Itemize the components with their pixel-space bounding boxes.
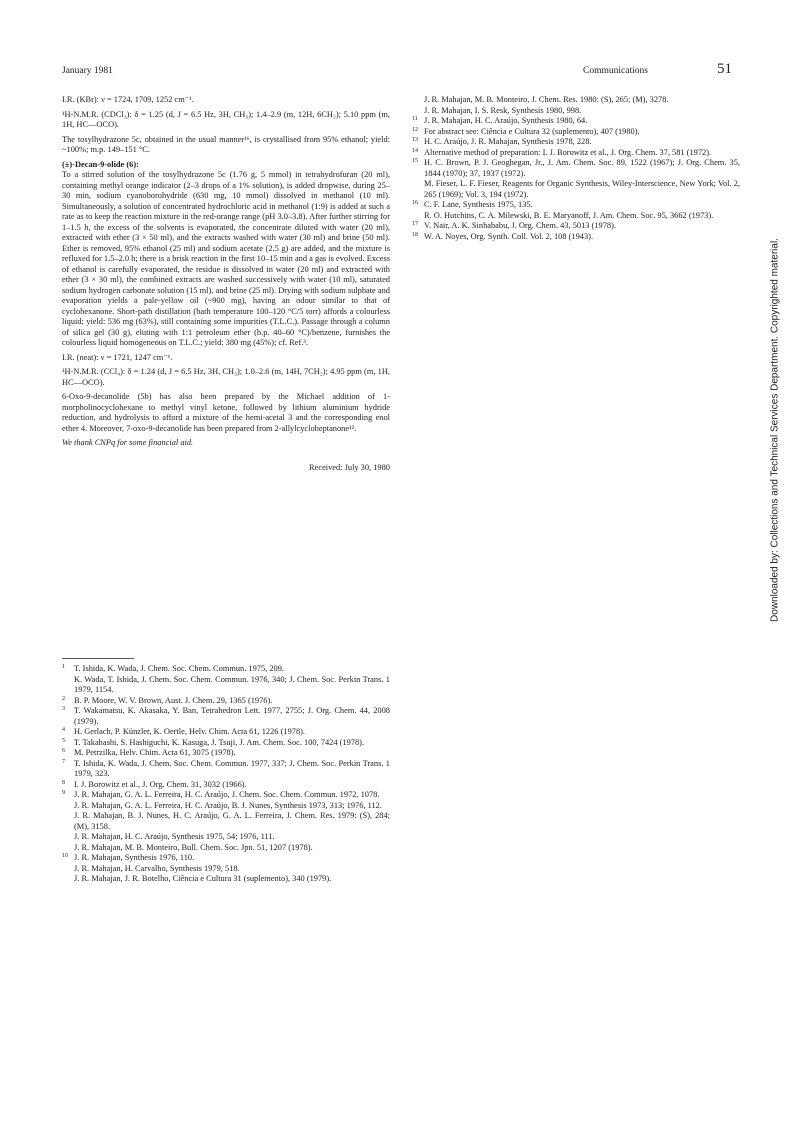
reference-citation: H. C. Araújo, J. R. Mahajan, Synthesis 1978, 228. <box>424 137 592 146</box>
reference-citation: J. R. Mahajan, H. C. Araújo, Synthesis 1980, 64. <box>424 116 588 125</box>
reference-item <box>62 738 390 749</box>
tosylhydrazone-paragraph: The tosylhydrazone 5c, obtained in the usual manner¹⁶, is crystallised from 95% ethanol; yield: ~100%; m.p. 149–151 °C. <box>62 134 390 154</box>
reference-citation: J. R. Mahajan, B. J. Nunes, H. C. Araújo, G. A. L. Ferreira, J. Chem. Res. 1979: (S), 284; (M), 3158. <box>74 811 390 831</box>
reference-citation: H. C. Brown, P. J. Geoghegan, Jr., J. Am. Chem. Soc. 89, 1522 (1967); J. Org. Chem. 35, 1844 (1970); 37, 1937 (1972). <box>424 158 740 178</box>
reference-number: 6 <box>62 748 65 754</box>
reference-number: 5 <box>62 737 65 744</box>
page-number: 51 <box>717 61 732 77</box>
reference-number: 8 <box>62 779 65 786</box>
reference-citation: J. R. Mahajan, M. B. Monteiro, J. Chem. Res. 1980: (S), 265; (M), 3278. <box>424 95 669 104</box>
reference-citation: J. R. Mahajan, I. S. Resk, Synthesis 1980, 998. <box>424 105 582 115</box>
reference-number: 17 <box>412 221 418 227</box>
download-notice <box>768 150 782 710</box>
reference-number: 3 <box>62 706 65 712</box>
reference-number: 13 <box>412 137 418 143</box>
reference-citation: K. Wada, T. Ishida, J. Chem. Soc. Chem. Commun. 1976, 340; J. Chem. Soc. Perkin Trans. 1 1979, 1154. <box>74 674 390 694</box>
ir-kbr-paragraph: I.R. (KBr): ν = 1724, 1709, 1252 cm⁻¹. <box>62 95 194 104</box>
nmr-ccl4-paragraph: ¹H-N.M.R. (CCl₄): δ = 1.24 (d, J = 6.5 Hz, 3H, CH₃); 1.0–2.6 (m, 14H, 7CH₂); 4.95 ppm (m, 1H, HC—OCO). <box>62 367 390 387</box>
reference-citation: J. R. Mahajan, H. Carvalho, Synthesis 1979, 518. <box>74 863 240 873</box>
running-header-date: January 1981 <box>62 66 113 76</box>
reference-citation: J. R. Mahajan, G. A. L. Ferreira, H. C. Araújo, B. J. Nunes, Synthesis 1973, 313; 1976, 112. <box>74 800 382 810</box>
reference-item <box>412 232 740 243</box>
reference-number: 1 <box>62 664 65 670</box>
reference-item <box>412 221 740 232</box>
reference-item <box>412 95 740 116</box>
acknowledgement: We thank CNPq for some financial aid. <box>62 438 194 447</box>
download-notice-text: Downloaded by: Collections and Technical Services Department. Copyrighted material. <box>769 238 781 622</box>
ir-neat-paragraph: I.R. (neat): ν = 1721, 1247 cm⁻¹. <box>62 352 173 362</box>
reference-citation: M. Fieser, L. F. Fieser, Reagents for Organic Synthesis, Wiley-Interscience, New York; Vol. 2, 265 (1969); Vol. 3, 194 (1972). <box>424 179 740 199</box>
reference-citation: T. Wakamatsu, K. Akasaka, Y. Ban, Tetrahedron Lett. 1977, 2755; J. Org. Chem. 44, 2008 (1979). <box>74 706 390 726</box>
reference-citation: Alternative method of preparation: I. J. Borowitz et al., J. Org. Chem. 37, 581 (1972). <box>424 147 712 157</box>
reference-citation: W. A. Noyes, Org. Synth. Coll. Vol. 2, 108 (1943). <box>424 231 594 241</box>
procedure-paragraph: To a stirred solution of the tosylhydrazone 5c (1.76 g, 5 mmol) in tetrahydrofuran (20 ml), containing methyl orange indicator (2–3 drops of a 1% solution), is added dropwise, during 25–30 min, sodium cyanoborohydride (630 mg, 10 mmol) dissolved in methanol (10 ml). Simultaneously, a solution of concentrated hydrochloric acid in methanol (1:9) is added at such a rate as to keep the reaction mixture in the red-orange range (pH 3.0–3.8). After further stirring for 1–1.5 h, the excess of the solvents is evaporated, the concentrate diluted with water (20 ml), extracted with ether (3 × 50 ml), and the extracts washed with water (30 ml) and brine (50 ml). Ether is removed, 95% ethanol (25 ml) and sodium acetate (2.5 g) are added, and the mixture is refluxed for 1.5–2.0 h; there is a brisk reaction in the first 10–15 min and a gas is evolved. Excess of ethanol is carefully evaporated, the residue is dissolved in water (20 ml) and extracted with ether (3 × 30 ml), the combined extracts are washed successively with water (10 ml), saturated sodium hydrogen carbonate solution (15 ml), and brine (25 ml). Drying with sodium sulphate and evaporation yields a pale-yellow oil (~900 mg), having an odour similar to that of cyclohexanone. Short-path distillation (bath temperature 100–120 °C/5 torr) affords a colourless liquid; yield: 536 mg (63%), still containing some impurities (T.L.C.). Passage through a column of silica gel (30 g), eluting with 1:1 petroleum ether (b.p. 40–60 °C)/benzene, furnishes the colourless liquid homogeneous on T.L.C.; yield: 380 mg (45%); cf. Ref.³. <box>62 170 390 347</box>
reference-number: 16 <box>412 200 418 206</box>
reference-list-left <box>62 664 390 885</box>
reference-citation: J. R. Mahajan, Synthesis 1976, 110. <box>74 853 195 862</box>
reference-citation: B. P. Moore, W. V. Brown, Aust. J. Chem. 29, 1365 (1976). <box>74 695 273 705</box>
reference-number: 15 <box>412 158 418 164</box>
reference-item <box>412 200 740 221</box>
reference-number: 18 <box>412 231 418 238</box>
reference-item <box>62 664 390 696</box>
reference-item <box>62 727 390 738</box>
reference-number: 12 <box>412 126 418 133</box>
reference-item <box>62 780 390 791</box>
nmr-cdcl3-paragraph: ¹H-N.M.R. (CDCl₃): δ = 1.25 (d, J = 6.5 Hz, 3H, CH₃); 1.4–2.9 (m, 12H, 6CH₂); 5.10 ppm (m, 1H, HC—OCO). <box>62 109 390 129</box>
reference-item <box>412 116 740 127</box>
reference-item <box>62 853 390 885</box>
reference-number: 2 <box>62 695 65 702</box>
reference-citation: For abstract see: Ciência e Cultura 32 (suplemento), 407 (1980). <box>424 126 640 136</box>
reference-item <box>62 706 390 727</box>
running-header-section: Communications <box>583 66 648 76</box>
reference-list-right <box>412 95 740 242</box>
reference-number: 10 <box>62 853 68 859</box>
reference-citation: J. R. Mahajan, G. A. L. Ferreira, H. C. Araújo, J. Chem. Soc. Chem. Commun. 1972, 1078. <box>74 790 380 799</box>
reference-citation: M. Petrzilka, Helv. Chim. Acta 61, 3075 (1978). <box>74 748 236 757</box>
left-column <box>62 95 390 473</box>
reference-citation: T. Ishida, K. Wada, J. Chem. Soc. Chem. Commun. 1977, 337; J. Chem. Soc. Perkin Trans. 1 1979, 323. <box>74 758 390 778</box>
reference-item <box>62 790 390 853</box>
reference-item <box>412 127 740 138</box>
reference-citation: T. Takahashi, S. Hashiguchi, K. Kasuga, J. Tsuji, J. Am. Chem. Soc. 100, 7424 (1978). <box>74 737 365 747</box>
reference-item <box>62 759 390 780</box>
reference-citation: T. Ishida, K. Wada, J. Chem. Soc. Chem. Commun. 1975, 209. <box>74 664 285 673</box>
reference-number: 11 <box>412 116 418 122</box>
footnote-divider <box>62 658 134 659</box>
reference-citation: J. R. Mahajan, H. C. Araújo, Synthesis 1975, 54; 1976, 111. <box>74 832 275 841</box>
reference-citation: V. Nair, A. K. Sinhababu, J. Org. Chem. 43, 5013 (1978). <box>424 221 616 230</box>
section-heading: (±)-Decan-9-olide (6): <box>62 159 139 169</box>
reference-number: 14 <box>412 147 418 154</box>
received-date: Received: July 30, 1980 <box>309 462 390 472</box>
reference-citation: C. F. Lane, Synthesis 1975, 135. <box>424 200 533 209</box>
reference-item <box>412 148 740 159</box>
reference-number: 7 <box>62 758 65 765</box>
reference-item <box>62 748 390 759</box>
reference-citation: H. Gerlach, P. Künzler, K. Oertle, Helv. Chim. Acta 61, 1226 (1978). <box>74 727 306 736</box>
reference-item <box>412 137 740 148</box>
reference-number: 9 <box>62 790 65 796</box>
reference-citation: J. R. Mahajan, M. B. Monteiro, Bull. Chem. Soc. Jpn. 51, 1207 (1978). <box>74 842 313 852</box>
reference-citation: I. J. Borowitz et al., J. Org. Chem. 31, 3032 (1966). <box>74 779 247 789</box>
oxo-decanolide-paragraph: 6-Oxo-9-decanolide (5b) has also been prepared by the Michael addition of 1-morpholinocyclohexane to methyl vinyl ketone, followed by lithium aluminium hydride reduction, and hydrolysis to afford a mixture of the hemi-acetal 3 and the corresponding enol ether 4. Moreover, 7-oxo-9-decanolide has been prepared from 2-allylcycloheptanone¹². <box>62 392 390 433</box>
reference-item <box>412 158 740 200</box>
reference-citation: R. O. Hutchins, C. A. Milewski, B. E. Maryanoff, J. Am. Chem. Soc. 95, 3662 (1973). <box>424 210 714 220</box>
reference-number: 4 <box>62 727 65 733</box>
reference-item <box>62 696 390 707</box>
reference-citation: J. R. Mahajan, J. R. Botelho, Ciência e Cultura 31 (suplemento), 340 (1979). <box>74 874 332 883</box>
